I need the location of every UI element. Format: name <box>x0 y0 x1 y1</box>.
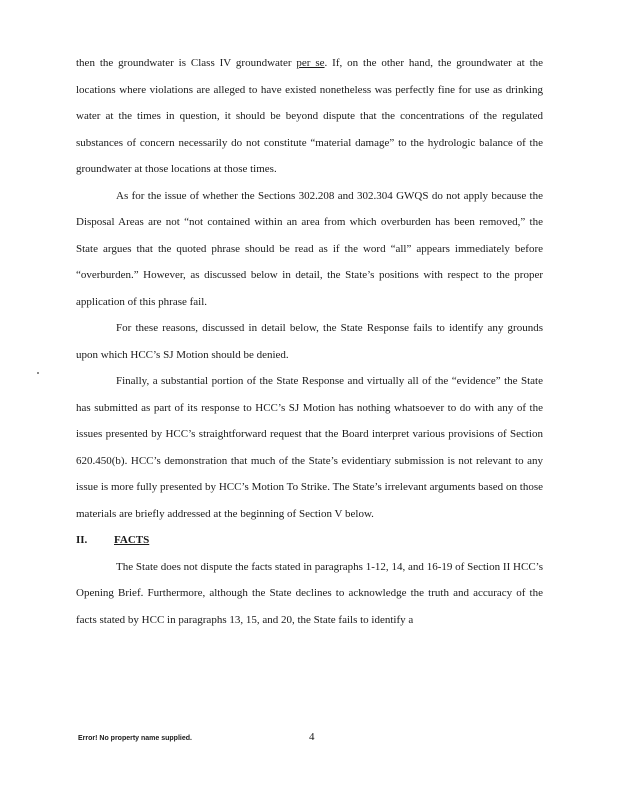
page-number: 4 <box>309 731 315 743</box>
paragraph-5: The State does not dispute the facts stated in paragraphs 1-12, 14, and 16-19 of Section II HCC’s Opening Brief. Furthermore, although the State declines to acknowledge the truth and accuracy of the facts stated by HCC in paragraphs 13, 15, and 20, the State fails to identify a <box>76 560 543 626</box>
footer-error-text: Error! No property name supplied. <box>78 735 192 742</box>
per-se-underlined: per se <box>296 57 325 69</box>
margin-mark <box>37 372 39 374</box>
paragraph-3: For these reasons, discussed in detail below, the State Response fails to identify any grounds upon which HCC’s SJ Motion should be denied. <box>76 322 543 361</box>
section-number: II. <box>76 534 88 546</box>
section-heading-facts <box>76 527 543 554</box>
paragraph-1-end: . If, on the other hand, the groundwater at the locations where violations are alleged to have existed nonetheless was perfectly fine for use as drinking water at the times in question, it should be beyond dispute that the concentrations of the regulated substances of concern necessarily do not constitute “material damage” to the hydrologic balance of the groundwater at those locations at those times. <box>76 57 544 175</box>
paragraph-1-start: then the groundwater is Class IV groundwater <box>76 57 297 69</box>
paragraph-2: As for the issue of whether the Sections 302.208 and 302.304 GWQS do not apply because the Disposal Areas are not “not contained within an area from which overburden has been removed,” the State argues that the quoted phrase should be read as if the word “all” appears immediately before “overburden.” However, as discussed below in detail, the State’s positions with respect to the proper application of this phrase fail. <box>76 189 543 308</box>
paragraph-1 <box>76 50 543 183</box>
paragraph-4: Finally, a substantial portion of the State Response and virtually all of the “evidence” the State has submitted as part of its response to HCC’s SJ Motion has nothing whatsoever to do with any of the issues presented by HCC’s straightforward request that the Board interpret various provisions of Section 620.450(b). HCC’s demonstration that much of the State’s evidentiary submission is not relevant to any issue is more fully presented by HCC’s Motion To Strike. The State’s irrelevant arguments based on those materials are briefly addressed at the beginning of Section V below. <box>76 375 543 520</box>
body-text <box>76 50 543 633</box>
section-title: FACTS <box>114 534 150 546</box>
